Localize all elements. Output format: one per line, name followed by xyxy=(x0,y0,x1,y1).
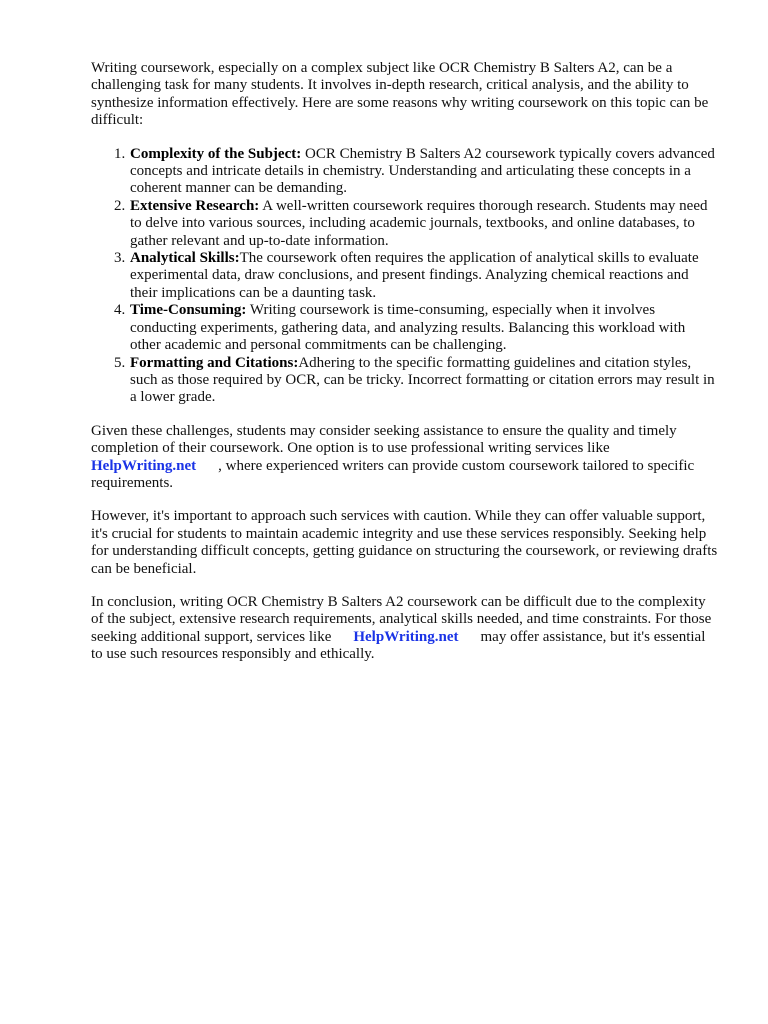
list-item-text: The coursework often requires the application of analytical skills to evaluate experimental data, draw conclusions, and present findings. Analyzing chemical reactions and their implications can be a daunting task. xyxy=(130,250,699,301)
list-item-title: Complexity of the Subject: xyxy=(130,145,302,162)
list-item-title: Time-Consuming: xyxy=(130,302,247,319)
list-item-analytical xyxy=(129,250,719,302)
list-item-text: A well-written coursework requires thorough research. Students may need to delve into various sources, including academic journals, textbooks, and online databases, to gather relevant and up-to-date information. xyxy=(130,197,708,249)
list-item-text: OCR Chemistry B Salters A2 coursework typically covers advanced concepts and intricate details in chemistry. Understanding and articulating these concepts in a coherent manner can be demanding. xyxy=(130,145,715,197)
challenges-text-before: Given these challenges, students may consider seeking assistance to ensure the quality and timely completion of their coursework. One option is to use professional writing services like xyxy=(91,422,677,457)
list-item-text: Writing coursework is time-consuming, especially when it involves conducting experiments, gathering data, and analyzing results. Balancing this workload with other academic and personal commitments can be challenging. xyxy=(130,302,686,354)
list-item-formatting xyxy=(129,355,719,407)
helpwriting-link[interactable]: HelpWriting.net xyxy=(91,457,197,474)
list-item-time xyxy=(129,302,719,354)
list-item-text: Adhering to the specific formatting guidelines and citation styles, such as those required by OCR, can be tricky. Incorrect formatting or citation errors may result in a lower grade. xyxy=(130,354,715,406)
challenges-paragraph xyxy=(91,423,719,493)
challenges-text-after: , where experienced writers can provide custom coursework tailored to specific requirements. xyxy=(91,457,695,491)
conclusion-text-after: may offer assistance, but it's essential to use such resources responsibly and ethically. xyxy=(91,628,706,663)
conclusion-paragraph xyxy=(91,594,719,664)
list-item-title: Analytical Skills: xyxy=(130,250,240,267)
caution-paragraph: However, it's important to approach such services with caution. While they can offer valuable support, it's crucial for students to maintain academic integrity and use these services responsibly. Seeking help for understanding difficult concepts, getting guidance on structuring the coursework, or reviewing drafts can be beneficial. xyxy=(91,508,718,577)
conclusion-text-before: In conclusion, writing OCR Chemistry B Salters A2 coursework can be difficult due to the complexity of the subject, extensive research requirements, analytical skills needed, and time constraints. For those seeking additional support, services like xyxy=(91,593,712,645)
reasons-list xyxy=(91,146,719,407)
intro-paragraph: Writing coursework, especially on a complex subject like OCR Chemistry B Salters A2, can be a challenging task for many students. It involves in-depth research, critical analysis, and the ability to synthesize information effectively. Here are some reasons why writing coursework on this topic can be difficult: xyxy=(91,60,709,129)
document-page xyxy=(91,60,719,680)
list-item-complexity xyxy=(129,146,719,198)
list-item-research xyxy=(129,198,719,250)
list-item-title: Extensive Research: xyxy=(130,197,260,214)
helpwriting-link[interactable]: HelpWriting.net xyxy=(353,628,459,645)
list-item-title: Formatting and Citations: xyxy=(130,354,299,371)
